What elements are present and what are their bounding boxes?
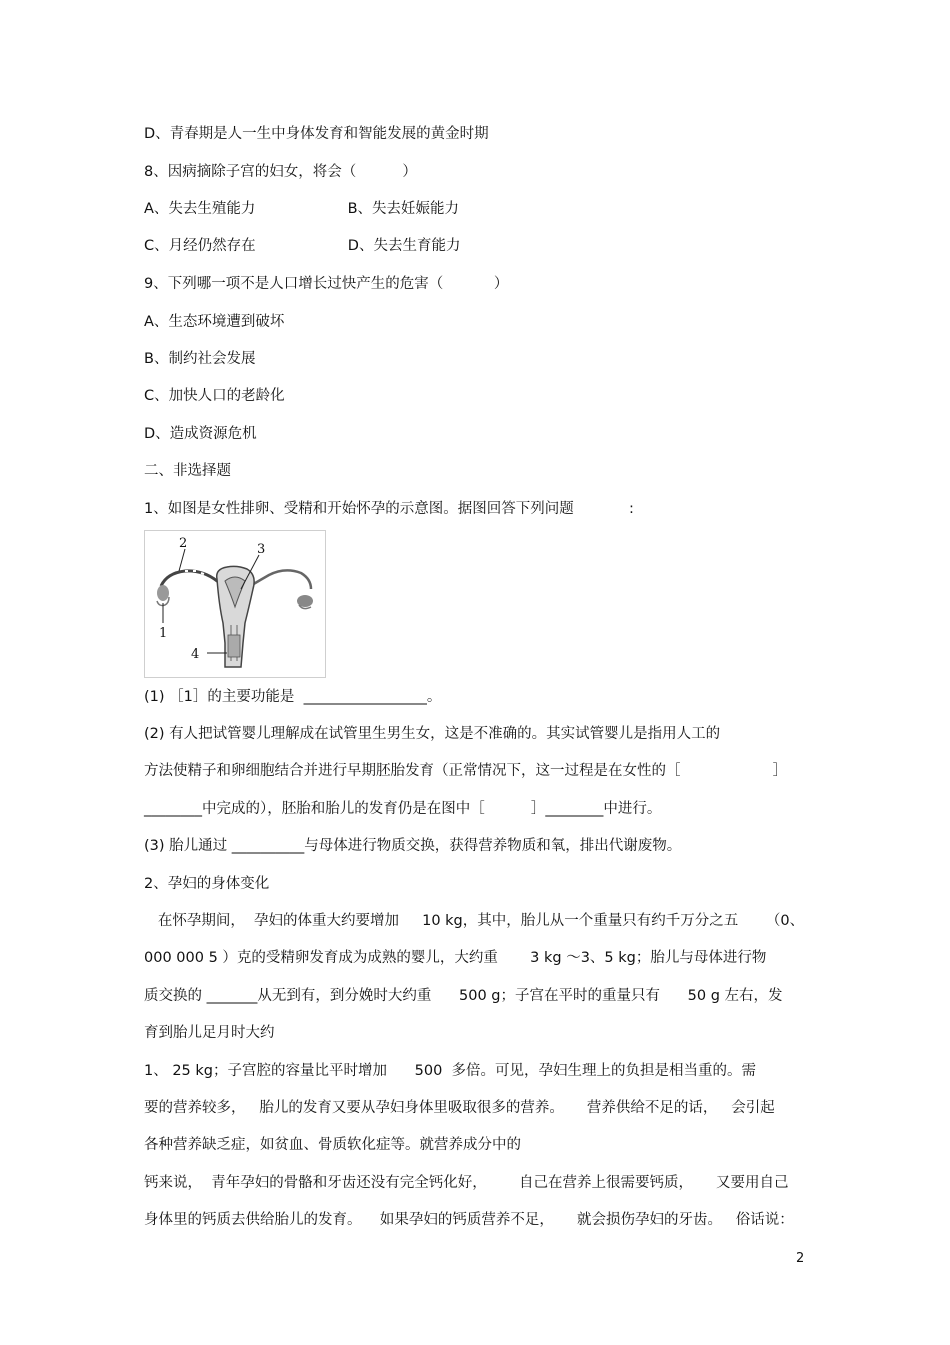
question-9-option-d: D、造成资源危机 (144, 426, 257, 442)
passage-line-2: 000 000 5 ）克的受精卵发育成为成熟的婴儿，大约重 3 kg ～3、5 kg；胎儿与母体进行物 (144, 950, 767, 966)
label-4: 4 (191, 647, 200, 662)
passage-line-6: 要的营养较多， 胎儿的发育又要从孕妇身体里吸取很多的营养。 营养供给不足的话， 会引起 (144, 1100, 775, 1116)
passage-line-4: 育到胎儿足月时大约 (144, 1025, 275, 1041)
label-3: 3 (257, 542, 266, 557)
question-2-heading: 2、孕妇的身体变化 (144, 876, 270, 892)
question-9-option-c: C、加快人口的老龄化 (144, 388, 285, 404)
section-heading: 二、非选择题 (144, 463, 231, 479)
passage-line-3: 质交换的 _______从无到有，到分娩时大约重 500 g；子宫在平时的重量只有 50 g 左右，发 (144, 988, 783, 1004)
passage-line-7: 各种营养缺乏症，如贫血、骨质软化症等。就营养成分中的 (144, 1137, 521, 1153)
question-1-part-1: (1) ［1］的主要功能是 _________________。 (144, 689, 442, 705)
question-8-options-cd: C、月经仍然存在 D、失去生育能力 (144, 238, 461, 254)
question-9: 9、下列哪一项不是人口增长过快产生的危害（ ） (144, 276, 509, 292)
question-1-part-2: (2) 有人把试管婴儿理解成在试管里生男生女，这是不准确的。其实试管婴儿是指用人工的 (144, 726, 721, 742)
question-8: 8、因病摘除子宫的妇女，将会（ ） (144, 164, 417, 180)
question-1-part-3: (3) 胎儿通过 __________与母体进行物质交换，获得营养物质和氧，排出代谢废物。 (144, 838, 682, 854)
passage-line-5: 1、 25 kg；子宫腔的容量比平时增加 500 多倍。可见，孕妇生理上的负担是相当重的。需 (144, 1063, 757, 1079)
question-9-option-a: A、生态环境遭到破坏 (144, 314, 285, 330)
passage-line-9: 身体里的钙质去供给胎儿的发育。 如果孕妇的钙质营养不足， 就会损伤孕妇的牙齿。 俗话说： (144, 1212, 794, 1228)
question-1-part-2-cont2: ________中完成的），胚胎和胎儿的发育仍是在图中［ ］________中进行。 (144, 801, 662, 817)
question-1-stem: 1、如图是女性排卵、受精和开始怀孕的示意图。据图回答下列问题 : (144, 501, 634, 517)
question-9-option-b: B、制约社会发展 (144, 351, 256, 367)
page-number: 2 (796, 1251, 805, 1266)
passage-line-8: 钙来说， 青年孕妇的骨骼和牙齿还没有完全钙化好， 自己在营养上很需要钙质， 又要用自己 (144, 1175, 789, 1191)
label-2: 2 (179, 536, 188, 551)
question-1-part-2-cont: 方法使精子和卵细胞结合并进行早期胚胎发育（正常情况下，这一过程是在女性的［ ］ (144, 763, 788, 779)
uterus-diagram (144, 530, 326, 678)
passage-line-1: 在怀孕期间， 孕妇的体重大约要增加 10 kg，其中，胎儿从一个重量只有约千万分之五 （0、 (144, 913, 805, 929)
label-1: 1 (159, 626, 168, 641)
question-8-options-ab: A、失去生殖能力 B、失去妊娠能力 (144, 201, 460, 217)
option-7d: D、青春期是人一生中身体发育和智能发展的黄金时期 (144, 126, 489, 142)
